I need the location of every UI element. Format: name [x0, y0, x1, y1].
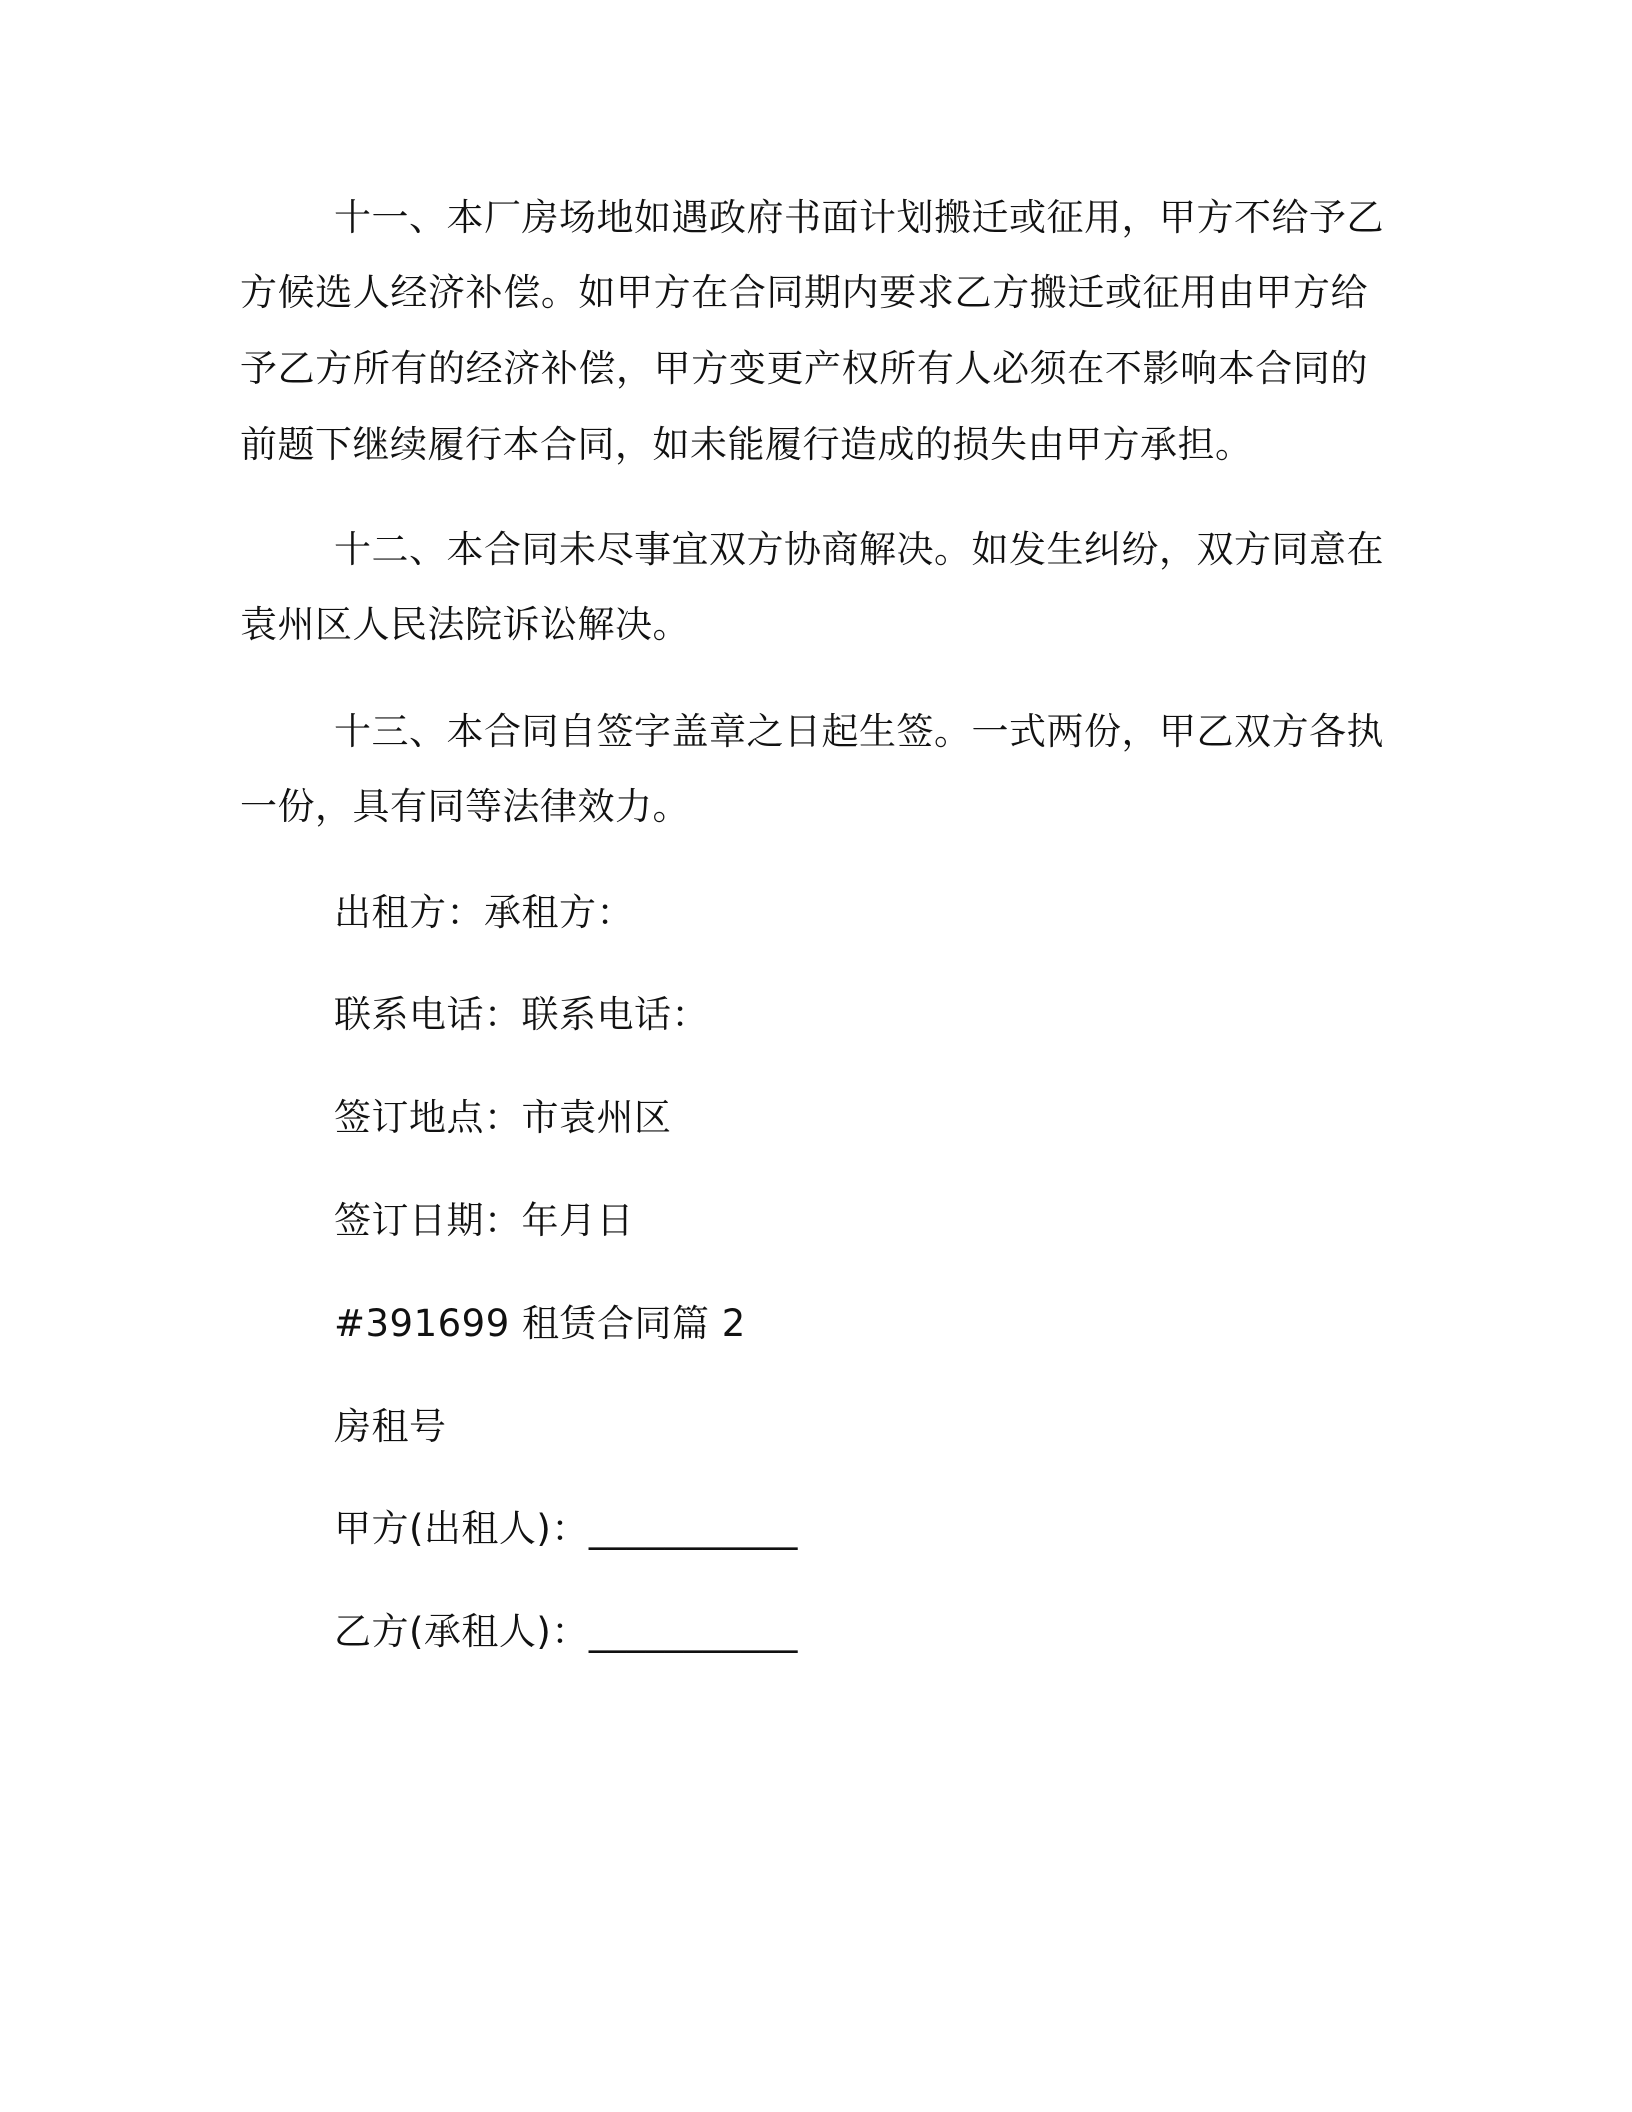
clause-11-line-1: 十一、本厂房场地如遇政府书面计划搬迁或征用，甲方不给予乙	[334, 196, 1384, 239]
signature-parties: 出租方：承租方：	[334, 891, 634, 934]
clause-11-line-3: 予乙方所有的经济补偿，甲方变更产权所有人必须在不影响本合同的	[240, 347, 1368, 390]
document-number: 房租号	[334, 1405, 447, 1448]
party-b-field: 乙方(承租人)：___________	[334, 1610, 798, 1653]
clause-11-line-4: 前题下继续履行本合同，如未能履行造成的损失由甲方承担。	[240, 423, 1253, 466]
clause-12-line-1: 十二、本合同未尽事宜双方协商解决。如发生纠纷，双方同意在	[334, 528, 1384, 571]
clause-12-line-2: 袁州区人民法院诉讼解决。	[240, 603, 690, 646]
clause-11-line-2: 方候选人经济补偿。如甲方在合同期内要求乙方搬迁或征用由甲方给	[240, 271, 1368, 314]
signature-phone: 联系电话：联系电话：	[334, 993, 709, 1036]
clause-13-line-1: 十三、本合同自签字盖章之日起生签。一式两份，甲乙双方各执	[334, 710, 1384, 753]
clause-13-line-2: 一份，具有同等法律效力。	[240, 785, 690, 828]
party-a-field: 甲方(出租人)：___________	[334, 1507, 798, 1550]
signature-date: 签订日期：年月日	[334, 1199, 634, 1242]
section-heading: #391699 租赁合同篇 2	[334, 1302, 746, 1345]
signature-place: 签订地点：市袁州区	[334, 1096, 672, 1139]
